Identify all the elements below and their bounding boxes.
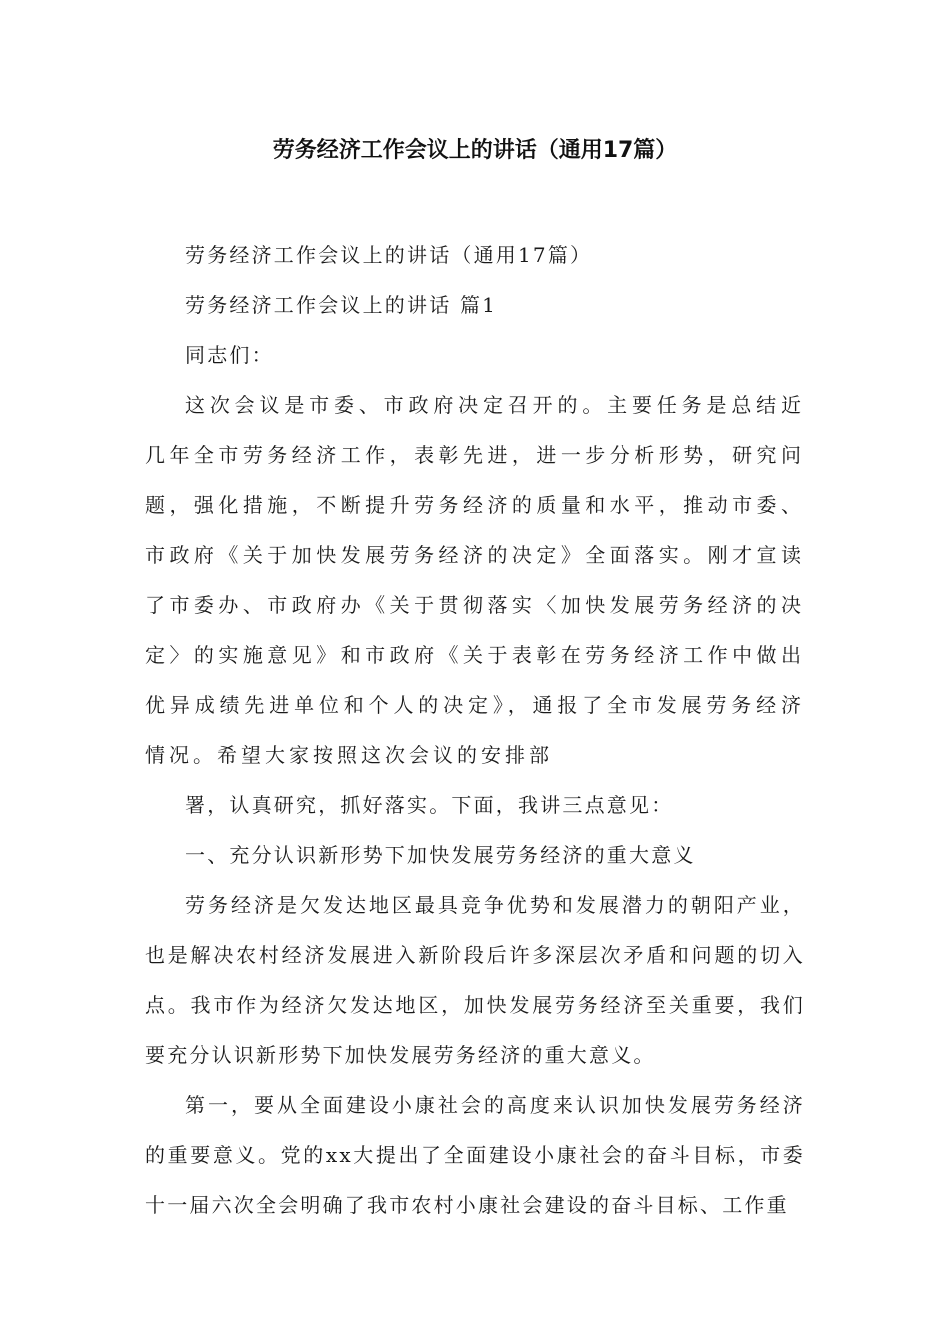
paragraph-body: 第一，要从全面建设小康社会的高度来认识加快发展劳务经济的重要意义。党的xx大提出了全面建设小康社会的奋斗目标，市委十一届六次全会明确了我市农村小康社会建设的奋斗目标、工作重 [145, 1093, 805, 1217]
paragraph-body: 劳务经济是欠发达地区最具竞争优势和发展潜力的朝阳产业，也是解决农村经济发展进入新阶段后许多深层次矛盾和问题的切入点。我市作为经济欠发达地区，加快发展劳务经济至关重要，我们要充分认识新形势下加快发展劳务经济的重大意义。 [145, 893, 805, 1067]
paragraph-body: 署，认真研究，抓好落实。下面，我讲三点意见： [185, 793, 674, 817]
paragraph-subtitle: 劳务经济工作会议上的讲话（通用17篇） [185, 243, 593, 267]
paragraph-section-heading: 劳务经济工作会议上的讲话 篇1 [185, 293, 498, 317]
document-body [145, 230, 805, 1230]
document-title: 劳务经济工作会议上的讲话（通用17篇） [272, 138, 678, 163]
paragraph-heading-one: 一、充分认识新形势下加快发展劳务经济的重大意义 [185, 843, 696, 867]
paragraph-body: 这次会议是市委、市政府决定召开的。主要任务是总结近几年全市劳务经济工作，表彰先进，进一步分析形势，研究问题，强化措施，不断提升劳务经济的质量和水平，推动市委、市政府《关于加快发展劳务经济的决定》全面落实。刚才宣读了市委办、市政府办《关于贯彻落实〈加快发展劳务经济的决定〉的实施意见》和市政府《关于表彰在劳务经济工作中做出优异成绩先进单位和个人的决定》，通报了全市发展劳务经济情况。希望大家按照这次会议的安排部 [145, 393, 805, 767]
paragraph-salutation: 同志们： [185, 343, 274, 367]
